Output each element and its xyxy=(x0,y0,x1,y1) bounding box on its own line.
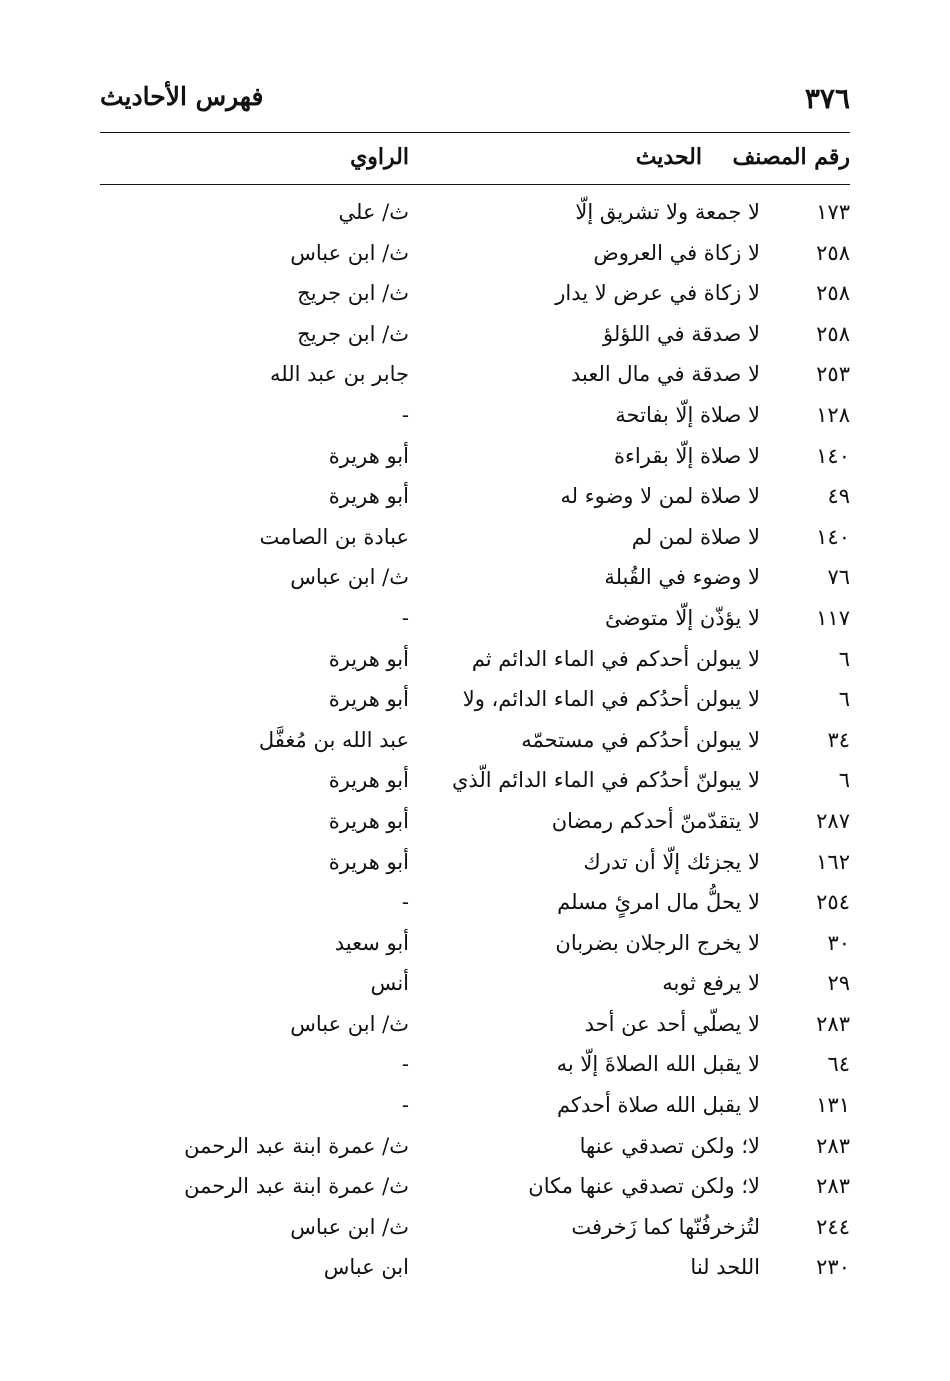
hadith-text: لا وضوء في القُبلة xyxy=(604,565,760,590)
hadith-number: ١٢٨ xyxy=(816,402,850,427)
hadith-text: لا يجزئك إلّا أن تدرك xyxy=(583,849,760,874)
narrator-name: ث/ ابن عباس xyxy=(290,565,409,590)
hadith-number: ٧٦ xyxy=(827,565,850,590)
hadith-number: ٢٥٨ xyxy=(816,281,850,306)
table-row xyxy=(0,925,950,966)
column-header-hadith: الحديث xyxy=(635,144,702,170)
narrator-name: ث/ ابن عباس xyxy=(290,1011,409,1036)
hadith-text: لا؛ ولكن تصدقي عنها xyxy=(579,1133,760,1158)
table-row xyxy=(0,1046,950,1087)
table-row xyxy=(0,641,950,682)
hadith-number: ١٤٠ xyxy=(816,443,850,468)
table-row xyxy=(0,722,950,763)
table-row xyxy=(0,194,950,235)
hadith-number: ٣٠ xyxy=(827,930,850,955)
table-row xyxy=(0,1128,950,1169)
hadith-text: لا يقبل الله الصلاةَ إلّا به xyxy=(556,1052,760,1077)
hadith-number: ١١٧ xyxy=(816,605,850,630)
running-title: فهرس الأحاديث xyxy=(100,82,264,111)
hadith-text: لا يقبل الله صلاة أحدكم xyxy=(556,1093,760,1118)
table-row xyxy=(0,356,950,397)
table-row xyxy=(0,1006,950,1047)
hadith-text: لا يتقدّمنّ أحدكم رمضان xyxy=(551,808,760,833)
narrator-name: - xyxy=(401,1093,409,1118)
narrator-name: أبو هريرة xyxy=(328,849,409,874)
hadith-number: ٢٨٣ xyxy=(816,1174,850,1199)
hadith-text: لا صدقة في اللؤلؤ xyxy=(603,321,760,346)
hadith-number: ٣٤ xyxy=(827,727,850,752)
column-header-rule xyxy=(100,184,850,185)
narrator-name: ث/ ابن عباس xyxy=(290,240,409,265)
hadith-text: لا صدقة في مال العبد xyxy=(571,362,760,387)
hadith-number: ٢٨٧ xyxy=(816,808,850,833)
hadith-text: لا؛ ولكن تصدقي عنها مكان xyxy=(528,1174,760,1199)
narrator-name: أبو هريرة xyxy=(328,687,409,712)
narrator-name: عبد الله بن مُغفَّل xyxy=(258,727,409,752)
hadith-number: ٦ xyxy=(838,768,850,793)
narrator-name: ابن عباس xyxy=(323,1255,409,1280)
narrator-name: أبو هريرة xyxy=(328,484,409,509)
narrator-name: أبو سعيد xyxy=(334,930,409,955)
table-row xyxy=(0,397,950,438)
table-row xyxy=(0,275,950,316)
hadith-number: ١٧٣ xyxy=(816,200,850,224)
narrator-name: أبو هريرة xyxy=(328,768,409,793)
table-row xyxy=(0,316,950,357)
hadith-text: لا صلاة إلّا بقراءة xyxy=(614,443,760,468)
hadith-number: ٢٩ xyxy=(827,971,850,996)
narrator-name: ث/ ابن جريج xyxy=(297,281,409,306)
narrator-name: عبادة بن الصامت xyxy=(259,524,409,549)
narrator-name: - xyxy=(401,605,409,630)
header-rule xyxy=(100,132,850,133)
narrator-name: ث/ علي xyxy=(338,200,409,224)
hadith-number: ١٣١ xyxy=(816,1093,850,1118)
table-row xyxy=(0,600,950,641)
hadith-text: لا صلاة لمن لم xyxy=(631,524,760,549)
hadith-text: لا زكاة في عرض لا يدار xyxy=(555,281,760,306)
hadith-number: ٢٥٨ xyxy=(816,321,850,346)
hadith-number: ١٦٢ xyxy=(816,849,850,874)
hadith-number: ٢٨٣ xyxy=(816,1133,850,1158)
hadith-number: ٢٥٣ xyxy=(816,362,850,387)
table-row xyxy=(0,559,950,600)
index-table xyxy=(0,194,950,1290)
table-row xyxy=(0,965,950,1006)
table-row xyxy=(0,478,950,519)
hadith-number: ٤٩ xyxy=(827,484,850,509)
table-row xyxy=(0,1168,950,1209)
hadith-text: لا يحلُّ مال امرئٍ مسلم xyxy=(557,890,760,915)
hadith-number: ٦ xyxy=(838,687,850,712)
hadith-text: لا يبولنّ أحدُكم في الماء الدائم الّذي xyxy=(451,768,760,793)
narrator-name: جابر بن عبد الله xyxy=(269,362,409,387)
narrator-name: أبو هريرة xyxy=(328,808,409,833)
table-row xyxy=(0,1249,950,1290)
hadith-text: لا جمعة ولا تشريق إلّا xyxy=(575,200,760,224)
hadith-number: ٦٤ xyxy=(827,1052,850,1077)
table-row xyxy=(0,762,950,803)
hadith-text: لا يؤذّن إلّا متوضئ xyxy=(604,605,760,630)
column-header-narrator: الراوي xyxy=(350,144,409,170)
narrator-name: - xyxy=(401,1052,409,1077)
hadith-text: لا زكاة في العروض xyxy=(593,240,760,265)
hadith-number: ٦ xyxy=(838,646,850,671)
hadith-number: ٢٥٤ xyxy=(816,890,850,915)
table-row xyxy=(0,438,950,479)
narrator-name: ث/ ابن جريج xyxy=(297,321,409,346)
hadith-number: ٢٥٨ xyxy=(816,240,850,265)
hadith-text: لا صلاة لمن لا وضوء له xyxy=(560,484,760,509)
table-row xyxy=(0,519,950,560)
narrator-name: ث/ عمرة ابنة عبد الرحمن xyxy=(184,1133,409,1158)
hadith-text: لا يرفع ثوبه xyxy=(662,971,760,996)
column-header-id: رقم المصنف xyxy=(732,144,850,170)
narrator-name: ث/ ابن عباس xyxy=(290,1214,409,1239)
table-row xyxy=(0,235,950,276)
hadith-text: لا صلاة إلّا بفاتحة xyxy=(615,402,760,427)
table-row xyxy=(0,884,950,925)
narrator-name: ث/ عمرة ابنة عبد الرحمن xyxy=(184,1174,409,1199)
table-row xyxy=(0,681,950,722)
hadith-text: لا يبولن أحدُكم في الماء الدائم، ولا xyxy=(462,687,760,712)
hadith-text: اللحد لنا xyxy=(690,1255,760,1280)
narrator-name: - xyxy=(401,890,409,915)
page-header xyxy=(100,78,850,118)
hadith-number: ١٤٠ xyxy=(816,524,850,549)
hadith-number: ٢٣٠ xyxy=(816,1255,850,1280)
page-number: ٣٧٦ xyxy=(804,82,850,115)
narrator-name: - xyxy=(401,402,409,427)
hadith-text: لا يبولن أحدكم في الماء الدائم ثم xyxy=(471,646,760,671)
hadith-text: لا يصلّي أحد عن أحد xyxy=(584,1011,760,1036)
narrator-name: أنس xyxy=(370,971,409,996)
hadith-number: ٢٤٤ xyxy=(816,1214,850,1239)
hadith-text: لا يخرج الرجلان بضربان xyxy=(555,930,760,955)
narrator-name: أبو هريرة xyxy=(328,646,409,671)
hadith-text: لتُزخرفُنّها كما زَخرفت xyxy=(571,1214,760,1239)
narrator-name: أبو هريرة xyxy=(328,443,409,468)
table-row xyxy=(0,1209,950,1250)
table-row xyxy=(0,803,950,844)
table-row xyxy=(0,844,950,885)
hadith-number: ٢٨٣ xyxy=(816,1011,850,1036)
table-row xyxy=(0,1087,950,1128)
hadith-text: لا يبولن أحدُكم في مستحمّه xyxy=(521,727,760,752)
